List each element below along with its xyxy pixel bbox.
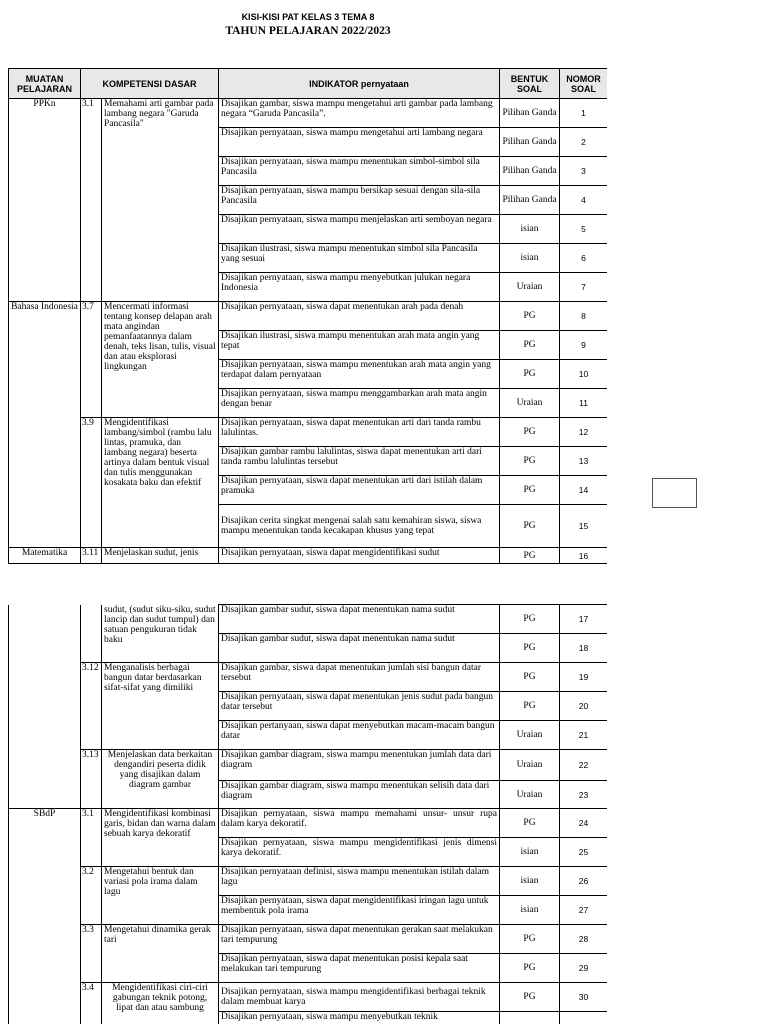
header-nomor-soal: NOMOR SOAL bbox=[560, 69, 607, 99]
kd-text: Memahami arti gambar pada lambang negara "Garuda Pancasila" bbox=[102, 99, 219, 302]
kd-text: Mengetahui dinamika gerak tari bbox=[102, 925, 219, 983]
number-cell: 18 bbox=[560, 634, 608, 663]
document-subtitle: TAHUN PELAJARAN 2022/2023 bbox=[225, 25, 391, 37]
header-indikator: INDIKATOR pernyataan bbox=[219, 69, 500, 99]
indicator-cell: Disajikan pernyataan, siswa mampu memahami unsur- unsur rupa dalam karya dekoratif. bbox=[219, 809, 500, 838]
number-cell: 3 bbox=[560, 157, 607, 186]
form-cell: PG bbox=[500, 663, 560, 692]
header-kompetensi-dasar: KOMPETENSI DASAR bbox=[81, 69, 219, 99]
kd-number: 3.1 bbox=[81, 809, 102, 867]
form-cell: PG bbox=[500, 302, 560, 331]
number-cell: 9 bbox=[560, 331, 607, 360]
table-row bbox=[9, 418, 608, 447]
table-row bbox=[9, 925, 608, 954]
number-cell: 16 bbox=[560, 548, 607, 564]
form-cell: Pilihan Ganda bbox=[500, 99, 560, 128]
indicator-cell: Disajikan pernyataan, siswa dapat menentukan posisi kepala saat melakukan tari tempurung bbox=[219, 954, 500, 983]
number-cell: 6 bbox=[560, 244, 607, 273]
number-cell: 26 bbox=[560, 867, 608, 896]
number-cell: 28 bbox=[560, 925, 608, 954]
form-cell: Pilihan Ganda bbox=[500, 186, 560, 215]
kd-number: 3.4 bbox=[81, 983, 102, 1024]
indicator-cell: Disajikan pernyataan, siswa dapat menentukan arti dari istilah dalam pramuka bbox=[219, 476, 500, 505]
indicator-cell: Disajikan ilustrasi, siswa mampu menentukan arah mata angin yang tepat bbox=[219, 331, 500, 360]
form-cell: PG bbox=[500, 692, 560, 721]
indicator-cell: Disajikan pernyataan, siswa mampu menjelaskan arti semboyan negara bbox=[219, 215, 500, 244]
form-cell: isian bbox=[500, 215, 560, 244]
indicator-cell: Disajikan pernyataan, siswa dapat menentukan gerakan saat melakukan tari tempurung bbox=[219, 925, 500, 954]
table-row bbox=[9, 548, 608, 564]
kd-number: 3.1 bbox=[81, 99, 102, 302]
indicator-cell: Disajikan ilustrasi, siswa mampu menentukan simbol sila Pancasila yang sesuai bbox=[219, 244, 500, 273]
indicator-cell: Disajikan gambar diagram, siswa mampu menentukan selisih data dari diagram bbox=[219, 781, 500, 809]
kd-text: Mengidentifikasi lambang/simbol (rambu lalu lintas, pramuka, dan lambang negara) beserta artinya dalam bentuk visual dan tulis menggunakan kosakata baku dan efektif bbox=[102, 418, 219, 548]
indicator-cell: Disajikan gambar, siswa dapat menentukan jumlah sisi bangun datar tersebut bbox=[219, 663, 500, 692]
form-cell: Uraian bbox=[500, 721, 560, 750]
form-cell: PG bbox=[500, 809, 560, 838]
table-row bbox=[9, 750, 608, 781]
form-cell: Pilihan Ganda bbox=[500, 128, 560, 157]
subject-cell: PPKn bbox=[9, 99, 81, 302]
number-cell: 27 bbox=[560, 896, 608, 925]
form-cell: Uraian bbox=[500, 781, 560, 809]
table-row bbox=[9, 983, 608, 1012]
indicator-cell: Disajikan pernyataan, siswa dapat menentukan arti dari tanda rambu lalulintas. bbox=[219, 418, 500, 447]
number-cell: 19 bbox=[560, 663, 608, 692]
table-row bbox=[9, 663, 608, 692]
table-row bbox=[9, 99, 608, 128]
kd-text: Mengetahui bentuk dan variasi pola irama dalam lagu bbox=[102, 867, 219, 925]
indicator-cell: Disajikan gambar, siswa mampu mengetahui arti gambar pada lambang negara “Garuda Pancasila”. bbox=[219, 99, 500, 128]
form-cell: Uraian bbox=[500, 273, 560, 302]
number-cell: 17 bbox=[560, 605, 608, 634]
number-cell: 12 bbox=[560, 418, 607, 447]
indicator-cell: Disajikan gambar sudut, siswa dapat menentukan nama sudut bbox=[219, 634, 500, 663]
kd-number bbox=[81, 605, 102, 663]
form-cell: PG bbox=[500, 925, 560, 954]
indicator-cell: Disajikan gambar rambu lalulintas, siswa dapat menentukan arti dari tanda rambu lalulintas tersebut bbox=[219, 447, 500, 476]
kisi-kisi-table-page-2 bbox=[8, 604, 607, 1024]
kd-number: 3.3 bbox=[81, 925, 102, 983]
number-cell: 4 bbox=[560, 186, 607, 215]
indicator-cell: Disajikan pernyataan, siswa mampu menentukan arah mata angin yang terdapat dalam pernyataan bbox=[219, 360, 500, 389]
number-cell: 8 bbox=[560, 302, 607, 331]
number-cell bbox=[560, 1012, 608, 1024]
form-cell: PG bbox=[500, 418, 560, 447]
indicator-cell: Disajikan pernyataan, siswa mampu menyebutkan teknik bbox=[219, 1012, 500, 1024]
empty-box bbox=[652, 478, 697, 508]
table-row bbox=[9, 605, 608, 634]
kisi-kisi-table-page-1 bbox=[8, 68, 607, 565]
number-cell: 11 bbox=[560, 389, 607, 418]
number-cell: 15 bbox=[560, 505, 607, 548]
kd-text: Menjelaskan data berkaitan dengandiri peserta didik yang disajikan dalam diagram gambar bbox=[102, 750, 219, 809]
indicator-cell: Disajikan pernyataan, siswa dapat menentukan jenis sudut pada bangun datar tersebut bbox=[219, 692, 500, 721]
number-cell: 24 bbox=[560, 809, 608, 838]
number-cell: 13 bbox=[560, 447, 607, 476]
header-bentuk-soal: BENTUK SOAL bbox=[500, 69, 560, 99]
indicator-cell: Disajikan gambar diagram, siswa mampu menentukan jumlah data dari diagram bbox=[219, 750, 500, 781]
form-cell: PG bbox=[500, 360, 560, 389]
number-cell: 2 bbox=[560, 128, 607, 157]
document-title: KISI-KISI PAT KELAS 3 TEMA 8 bbox=[241, 12, 375, 22]
indicator-cell: Disajikan pernyataan, siswa dapat menentukan arah pada denah bbox=[219, 302, 500, 331]
number-cell: 23 bbox=[560, 781, 608, 809]
indicator-cell: Disajikan pernyataan, siswa dapat mengidentifikasi sudut bbox=[219, 548, 500, 564]
kd-text: Mengidentifikasi kombinasi garis, bidan dan warna dalam sebuah karya dekoratif bbox=[102, 809, 219, 867]
form-cell: PG bbox=[500, 548, 560, 564]
number-cell: 1 bbox=[560, 99, 607, 128]
form-cell: isian bbox=[500, 838, 560, 867]
number-cell: 20 bbox=[560, 692, 608, 721]
form-cell: isian bbox=[500, 867, 560, 896]
indicator-cell: Disajikan pernyataan, siswa mampu menyebutkan julukan negara Indonesia bbox=[219, 273, 500, 302]
form-cell: PG bbox=[500, 954, 560, 983]
form-cell: Uraian bbox=[500, 750, 560, 781]
kd-text: Menganalisis berbagai bangun datar berdasarkan sifat-sifat yang dimiliki bbox=[102, 663, 219, 750]
indicator-cell: Disajikan pernyataan, siswa mampu mengetahui arti lambang negara bbox=[219, 128, 500, 157]
kd-number: 3.13 bbox=[81, 750, 102, 809]
kd-number: 3.12 bbox=[81, 663, 102, 750]
form-cell: Pilihan Ganda bbox=[500, 157, 560, 186]
indicator-cell: Disajikan cerita singkat mengenai salah satu kemahiran siswa, siswa mampu menentukan tanda kecakapan khusus yang tepat bbox=[219, 505, 500, 548]
number-cell: 14 bbox=[560, 476, 607, 505]
number-cell: 7 bbox=[560, 273, 607, 302]
form-cell bbox=[500, 1012, 560, 1024]
indicator-cell: Disajikan gambar sudut, siswa dapat menentukan nama sudut bbox=[219, 605, 500, 634]
kd-number: 3.2 bbox=[81, 867, 102, 925]
indicator-cell: Disajikan pernyataan, siswa mampu menentukan simbol-simbol sila Pancasila bbox=[219, 157, 500, 186]
number-cell: 22 bbox=[560, 750, 608, 781]
kd-number: 3.11 bbox=[81, 548, 102, 564]
form-cell: PG bbox=[500, 447, 560, 476]
indicator-cell: Disajikan pertanyaan, siswa dapat menyebutkan macam-macam bangun datar bbox=[219, 721, 500, 750]
form-cell: PG bbox=[500, 476, 560, 505]
form-cell: Uraian bbox=[500, 389, 560, 418]
indicator-cell: Disajikan pernyataan, siswa mampu menggambarkan arah mata angin dengan benar bbox=[219, 389, 500, 418]
header-muatan: MUATAN PELAJARAN bbox=[9, 69, 81, 99]
kd-text: Menjelaskan sudut, jenis bbox=[102, 548, 219, 564]
subject-cell: Bahasa Indonesia bbox=[9, 302, 81, 548]
kd-number: 3.9 bbox=[81, 418, 102, 548]
number-cell: 5 bbox=[560, 215, 607, 244]
table-row bbox=[9, 302, 608, 331]
indicator-cell: Disajikan pernyataan, siswa mampu bersikap sesuai dengan sila-sila Pancasila bbox=[219, 186, 500, 215]
subject-cell: SBdP bbox=[9, 809, 81, 1024]
indicator-cell: Disajikan pernyataan, siswa dapat mengidentifikasi iringan lagu untuk membentuk pola irama bbox=[219, 896, 500, 925]
indicator-cell: Disajikan pernyataan, siswa mampu mengidentifikasi berbagai teknik dalam membuat karya bbox=[219, 983, 500, 1012]
kd-text: Mencermati informasi tentang konsep delapan arah mata angindan pemanfaatannya dalam denah, teks lisan, tulis, visual dan atau eksplorasi lingkungan bbox=[102, 302, 219, 418]
subject-cell: Matematika bbox=[9, 548, 81, 564]
indicator-cell: Disajikan pernyataan, siswa mampu mengidentifikasi jenis dimensi karya dekoratif. bbox=[219, 838, 500, 867]
form-cell: PG bbox=[500, 505, 560, 548]
table-row bbox=[9, 809, 608, 838]
table-row bbox=[9, 867, 608, 896]
subject-cell bbox=[9, 605, 81, 809]
number-cell: 29 bbox=[560, 954, 608, 983]
number-cell: 10 bbox=[560, 360, 607, 389]
number-cell: 30 bbox=[560, 983, 608, 1012]
form-cell: isian bbox=[500, 896, 560, 925]
kd-text: Mengidentifikasi ciri-ciri gabungan teknik potong, lipat dan atau sambung bbox=[102, 983, 219, 1024]
form-cell: PG bbox=[500, 634, 560, 663]
number-cell: 21 bbox=[560, 721, 608, 750]
kd-text: sudut, (sudut siku-siku, sudut lancip dan sudut tumpul) dan satuan pengukuran tidak baku bbox=[102, 605, 219, 663]
form-cell: PG bbox=[500, 983, 560, 1012]
form-cell: PG bbox=[500, 605, 560, 634]
kd-number: 3.7 bbox=[81, 302, 102, 418]
form-cell: isian bbox=[500, 244, 560, 273]
number-cell: 25 bbox=[560, 838, 608, 867]
indicator-cell: Disajikan pernyataan definisi, siswa mampu menentukan istilah dalam lagu bbox=[219, 867, 500, 896]
form-cell: PG bbox=[500, 331, 560, 360]
